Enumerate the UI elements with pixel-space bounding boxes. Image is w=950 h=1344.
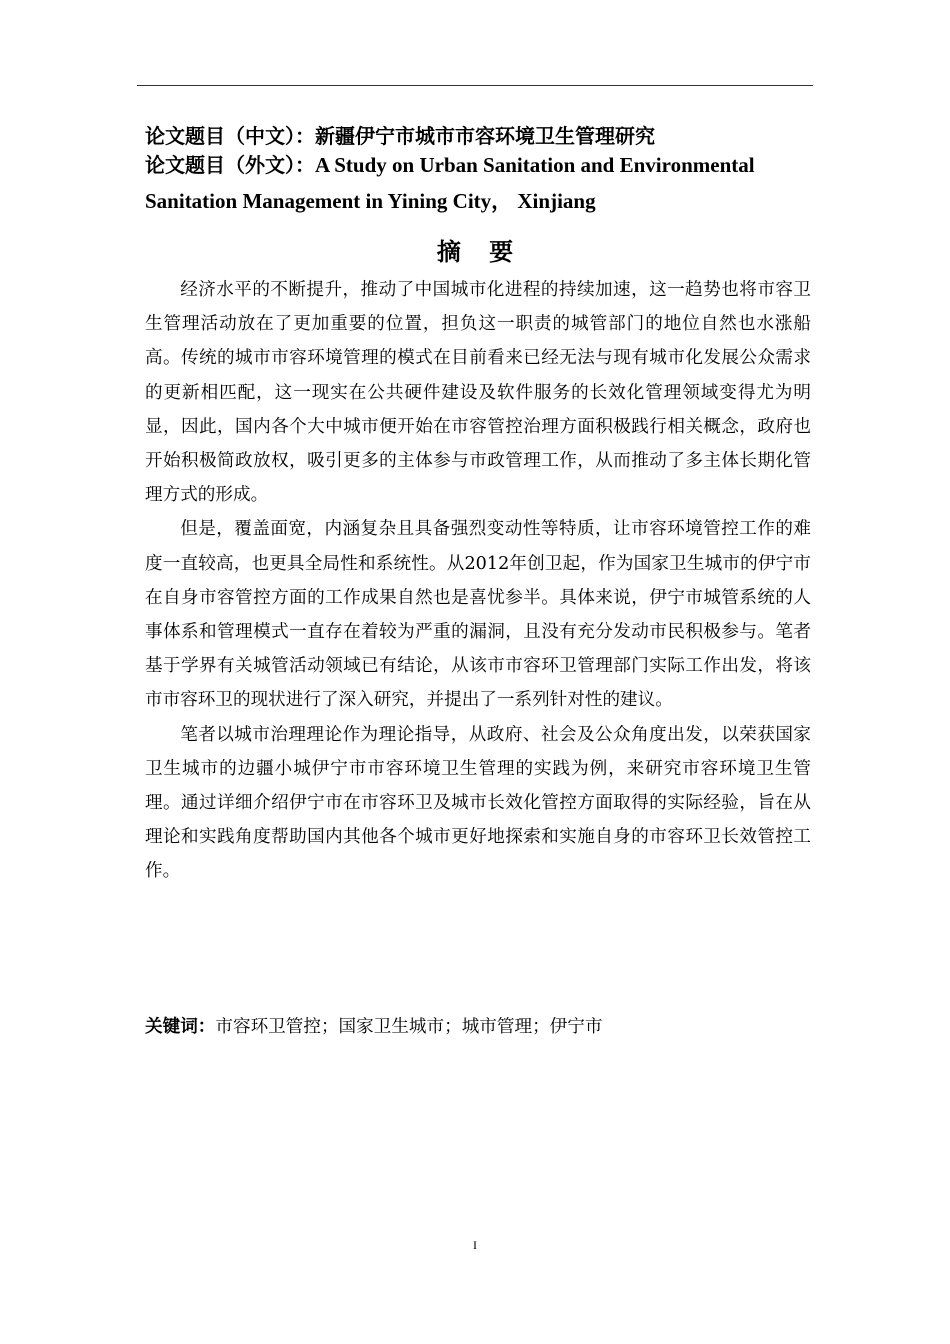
keywords-line xyxy=(145,1012,602,1042)
keywords-label: 关键词： xyxy=(145,1016,216,1037)
header-rule xyxy=(137,85,813,86)
title-chinese-label: 论文题目（中文）： xyxy=(145,124,315,148)
title-foreign-line xyxy=(145,151,813,180)
title-chinese-text: 新疆伊宁市城市市容环境卫生管理研究 xyxy=(315,124,655,148)
keywords-text: 市容环卫管控；国家卫生城市；城市管理；伊宁市 xyxy=(215,1017,603,1037)
thesis-title-block xyxy=(145,122,813,216)
abstract-heading: 摘 要 xyxy=(436,237,524,266)
title-foreign-text-line2: Sanitation Management in Yining City， Xinjiang xyxy=(145,189,596,213)
abstract-paragraph-3: 笔者以城市治理理论作为理论指导，从政府、社会及公众角度出发，以荣获国家卫生城市的边疆小城伊宁市市容环境卫生管理的实践为例，来研究市容环境卫生管理。通过详细介绍伊宁市在市容环卫及城市长效化管控方面取得的实际经验，旨在从理论和实践角度帮助国内其他各个城市更好地探索和实施自身的市容环卫长效管控工作。 xyxy=(145,724,811,882)
abstract-paragraph-1: 经济水平的不断提升，推动了中国城市化进程的持续加速，这一趋势也将市容卫生管理活动放在了更加重要的位置，担负这一职责的城管部门的地位自然也水涨船高。传统的城市市容环境管理的模式在目前看来已经无法与现有城市化发展公众需求的更新相匹配，这一现实在公共硬件建设及软件服务的长效化管理领域变得尤为明显，因此，国内各个大中城市便开始在市容管控治理方面积极践行相关概念，政府也开始积极简政放权，吸引更多的主体参与市政管理工作，从而推动了多主体长期化管理方式的形成。 xyxy=(145,280,811,506)
title-foreign-continuation xyxy=(145,187,813,216)
abstract-body xyxy=(145,273,811,889)
title-foreign-label: 论文题目（外文）： xyxy=(145,153,315,177)
title-chinese-line xyxy=(145,122,813,151)
page-number: I xyxy=(473,1238,477,1252)
abstract-paragraph-2: 但是，覆盖面宽，内涵复杂且具备强烈变动性等特质，让市容环境管控工作的难度一直较高，也更具全局性和系统性。从2012年创卫起，作为国家卫生城市的伊宁市在自身市容管控方面的工作成果自然也是喜忧参半。具体来说，伊宁市城管系统的人事体系和管理模式一直存在着较为严重的漏洞，且没有充分发动市民积极参与。笔者基于学界有关城管活动领域已有结论，从该市市容环卫管理部门实际工作出发，将该市市容环卫的现状进行了深入研究，并提出了一系列针对性的建议。 xyxy=(145,519,811,711)
title-foreign-text-line1: A Study on Urban Sanitation and Environmental xyxy=(315,153,755,177)
